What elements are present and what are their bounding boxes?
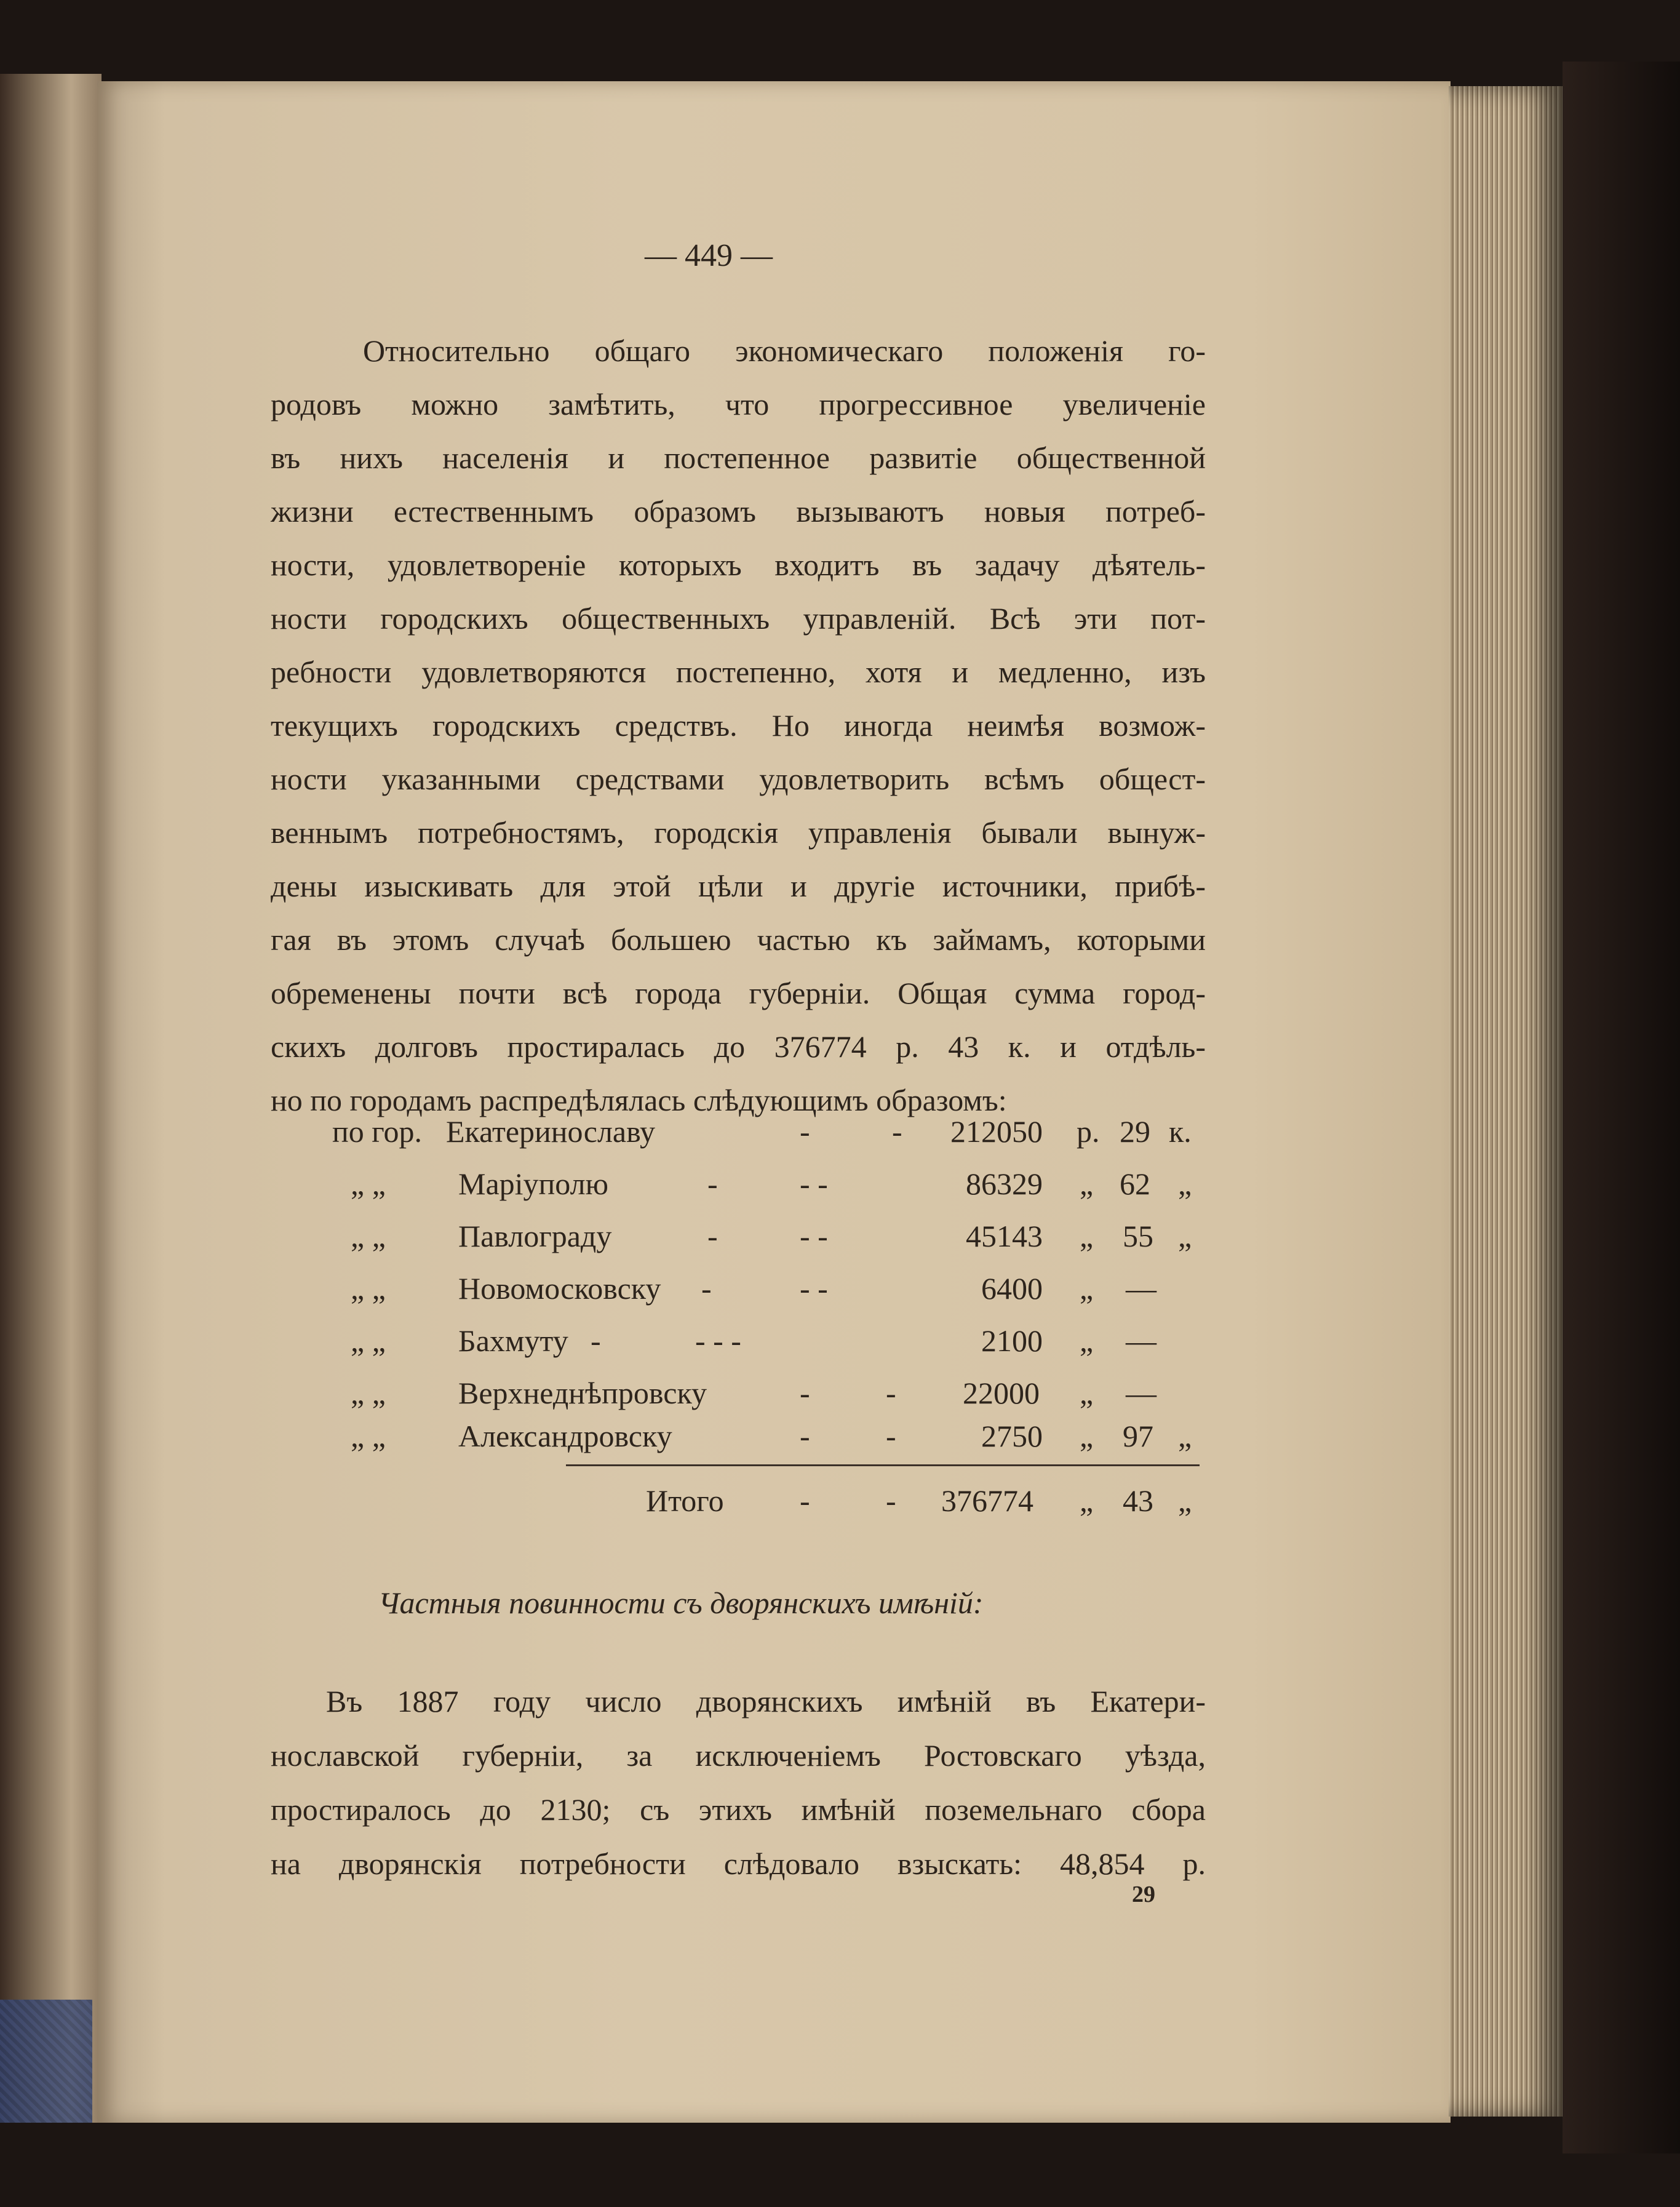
total-rule [566,1464,1200,1466]
paragraph-line: простиралось до 2130; съ этихъ имѣній поземельнаго сбора [271,1792,1206,1827]
total-label: Итого [646,1483,724,1518]
kop-unit: „ [1178,1219,1192,1253]
row-prefix: „ „ [351,1419,386,1453]
city-name: Маріуполю [458,1167,608,1201]
dash: - [701,1271,712,1306]
amount: 22000 [963,1376,1040,1410]
amount: 2750 [981,1419,1043,1453]
rub: „ [1080,1219,1094,1253]
table-row [0,1271,1680,1320]
page-edges [1449,86,1563,2117]
kop: 62 [1120,1167,1150,1201]
dash: - - [800,1271,828,1306]
table-row [0,1323,1680,1372]
paragraph-line: ности, удовлетвореніе которыхъ входитъ въ задачу дѣятель- [271,548,1206,582]
rub: „ [1080,1323,1094,1358]
dash: - [707,1167,718,1201]
dash: - [800,1483,810,1518]
table-row [0,1114,1680,1163]
table-row [0,1418,1680,1467]
kop: 97 [1123,1419,1153,1453]
kop: — [1126,1271,1156,1306]
dash: - [892,1114,902,1149]
paragraph-line: жизни естественнымъ образомъ вызываютъ новыя потреб- [271,494,1206,529]
city-name: Бахмуту [458,1323,568,1358]
kop-unit: к. [1169,1114,1192,1149]
paragraph-line: веннымъ потребностямъ, городскія управленія бывали вынуж- [271,815,1206,850]
paragraph-line: Въ 1887 году число дворянскихъ имѣній въ Екатери- [326,1684,1206,1718]
kop-unit: „ [1178,1167,1192,1201]
section-heading: Частныя повинности съ дворянскихъ имѣній: [378,1586,984,1620]
city-name: Павлограду [458,1219,612,1253]
kop: — [1126,1376,1156,1410]
amount: 45143 [966,1219,1043,1253]
rub: „ [1080,1271,1094,1306]
paragraph-line: дены изыскивать для этой цѣли и другіе источники, прибѣ- [271,869,1206,903]
table-row [0,1375,1680,1424]
table-row [0,1166,1680,1215]
paragraph-line: гая въ этомъ случаѣ большею частью къ займамъ, которыми [271,922,1206,957]
kop-unit: „ [1178,1419,1192,1453]
paragraph-line: Относительно общаго экономическаго положенія го- [363,333,1206,368]
dash: - - - [695,1323,741,1358]
signature-mark: 29 [1132,1882,1155,1907]
dash: - - [800,1167,828,1201]
dash: - [591,1323,601,1358]
rub: „ [1080,1419,1094,1453]
kop: — [1126,1323,1156,1358]
dash: - [800,1376,810,1410]
city-name: Новомосковску [458,1271,661,1306]
paragraph-line: нославской губерніи, за исключеніемъ Ростовскаго уѣзда, [271,1738,1206,1773]
paragraph-line: но по городамъ распредѣлялась слѣдующимъ образомъ: [271,1083,1007,1117]
row-prefix: „ „ [351,1271,386,1306]
row-prefix: „ „ [351,1167,386,1201]
amount: 2100 [981,1323,1043,1358]
left-cover-pattern [0,2000,92,2123]
kop: 55 [1123,1219,1153,1253]
dash: - [707,1219,718,1253]
kop: 43 [1123,1483,1153,1518]
amount: 212050 [950,1114,1043,1149]
rub: р. [1077,1114,1100,1149]
total-row [0,1483,1680,1532]
amount: 86329 [966,1167,1043,1201]
dash: - [886,1419,896,1453]
row-prefix: по гор. [332,1114,423,1149]
table-row [0,1218,1680,1267]
dash: - [886,1483,896,1518]
city-name: Александровску [458,1419,672,1453]
rub: „ [1080,1376,1094,1410]
dash: - - [800,1219,828,1253]
rub: „ [1080,1167,1094,1201]
city-name: Екатеринославу [446,1114,656,1149]
city-name: Верхнеднѣпровску [458,1376,707,1410]
paragraph-line: въ нихъ населенія и постепенное развитіе общественной [271,441,1206,475]
kop-unit: „ [1178,1483,1192,1518]
right-cover [1563,62,1680,2153]
rub: „ [1080,1483,1094,1518]
left-page-edge [0,74,102,2123]
dash: - [800,1419,810,1453]
paragraph-line: на дворянскія потребности слѣдовало взыскать: 48,854 р. [271,1846,1206,1881]
total-amount: 376774 [941,1483,1033,1518]
row-prefix: „ „ [351,1376,386,1410]
paragraph-line: ности указанными средствами удовлетворить всѣмъ общест- [271,762,1206,796]
dash: - [800,1114,810,1149]
paragraph-line: ности городскихъ общественныхъ управленій. Всѣ эти пот- [271,601,1206,636]
paragraph-line: родовъ можно замѣтить, что прогрессивное увеличеніе [271,387,1206,421]
kop: 29 [1120,1114,1150,1149]
page-number: — 449 — [645,238,773,273]
amount: 6400 [981,1271,1043,1306]
paragraph-line: ребности удовлетворяются постепенно, хотя и медленно, изъ [271,655,1206,689]
row-prefix: „ „ [351,1219,386,1253]
paragraph-line: текущихъ городскихъ средствъ. Но иногда неимѣя возмож- [271,708,1206,743]
row-prefix: „ „ [351,1323,386,1358]
paragraph-line: обременены почти всѣ города губерніи. Общая сумма город- [271,976,1206,1010]
paragraph-line: скихъ долговъ простиралась до 376774 р. 43 к. и отдѣль- [271,1029,1206,1064]
dash: - [886,1376,896,1410]
